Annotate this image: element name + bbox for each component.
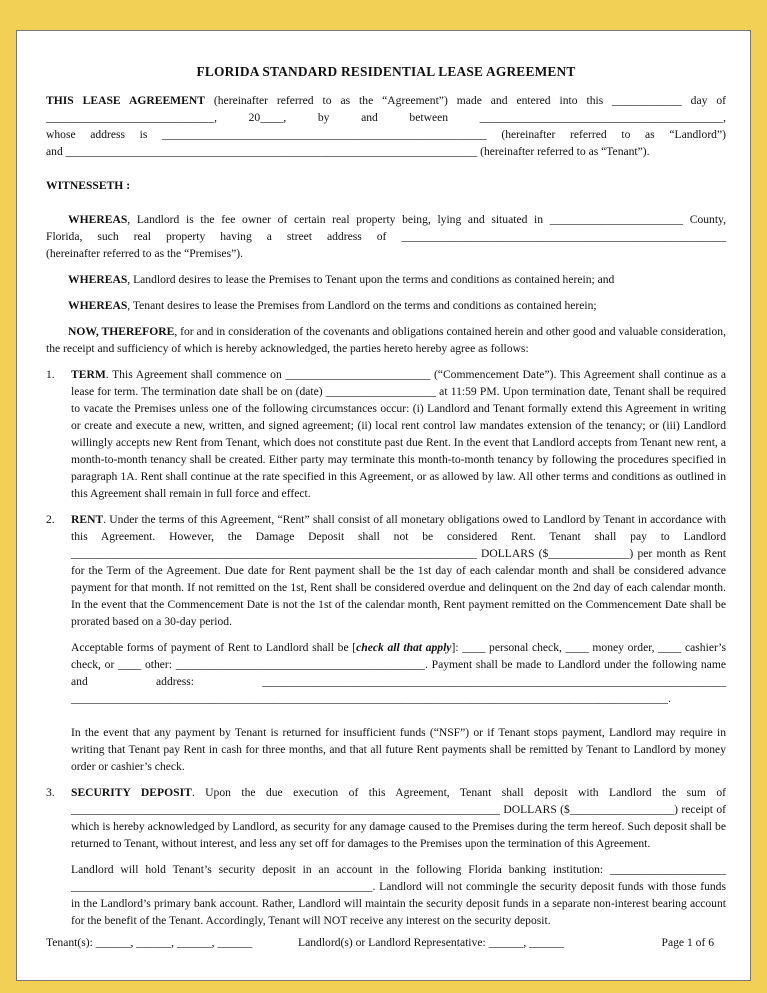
section-text: . Upon the due execution of this Agreement, Tenant shall deposit with Landlord the sum of __________________________________________________________________________ DOLLARS ($__________________) receipt of which is hereby acknowledged by Landlord, as security for any damage caused to the Premises during the term hereof. Such deposit shall be returned to Tenant, without interest, and less any set off for damages to the Premises upon the termination of this Agreement. (71, 786, 726, 850)
section-heading: TERM (71, 368, 106, 381)
whereas2-bold: WHEREAS (68, 273, 128, 286)
whereas1-line-1: , Landlord is the fee owner of certain real property being, lying and situated in _______________________ County, (127, 213, 726, 226)
section-number: 3. (46, 786, 55, 799)
pay-text-c: ]: ____ personal check, ____ money order, ____ cashier’s check, or ____ other: ___________________________________________. Payment shall be made to Landlord under the following name and address: ________________________________________________________________________________ _______________________________________________________________________________________________________. (71, 641, 726, 705)
whereas1-bold: WHEREAS (68, 213, 128, 226)
intro-line-2: _____________________________, 20____, by and between __________________________________________, (46, 111, 726, 124)
intro-line-3: whose address is ________________________________________________________ (hereinafter referred to as “Landlord”) (46, 128, 726, 141)
section-number: 2. (46, 513, 55, 526)
now-bold: NOW, THEREFORE (68, 325, 175, 338)
intro-line-1: (hereinafter referred to as the “Agreement”) made and entered into this ____________ day of (204, 94, 726, 107)
whereas-tenant (46, 297, 726, 314)
section-heading: RENT (71, 513, 104, 526)
intro-bold: THIS LEASE AGREEMENT (46, 94, 205, 107)
section-security-deposit (46, 784, 726, 852)
whereas-landlord (46, 271, 726, 288)
whereas1-line-3: (hereinafter referred to as the “Premises”). (46, 247, 243, 260)
whereas-premises (46, 211, 726, 262)
whereas3-text: , Tenant desires to lease the Premises from Landlord on the terms and conditions as contained herein; (127, 299, 597, 312)
witnesseth-heading: WITNESSETH : (46, 179, 131, 192)
now-therefore-paragraph (46, 323, 726, 357)
whereas1-line-2: Florida, such real property having a street address of ________________________________________________________ (46, 230, 726, 243)
section-number: 1. (46, 368, 55, 381)
whereas3-bold: WHEREAS (68, 299, 128, 312)
whereas2-text: , Landlord desires to lease the Premises to Tenant upon the terms and conditions as contained herein; and (127, 273, 615, 286)
pay-text-a: Acceptable forms of payment of Rent to Landlord shall be [ (71, 641, 357, 654)
document-title: FLORIDA STANDARD RESIDENTIAL LEASE AGREEMENT (196, 64, 576, 79)
security-bank: Landlord will hold Tenant’s security deposit in an account in the following Florida banking institution: ____________________ ____________________________________________________. Landlord will not commingle the security deposit funds with those funds in the Landlord’s primary bank account. Rather, Landlord will maintain the security deposit funds in a separate non-interest bearing account for the benefit of the Tenant. Accordingly, Tenant will NOT receive any interest on the security deposit. (71, 863, 726, 927)
landlord-initials: Landlord(s) or Landlord Representative: ______, ______ (298, 936, 564, 949)
section-rent (46, 511, 726, 630)
section-heading: SECURITY DEPOSIT (71, 786, 192, 799)
intro-line-4: and _______________________________________________________________________ (hereinafter referred to as “Tenant”). (46, 145, 650, 158)
section-text: . This Agreement shall commence on _________________________ (“Commencement Date”). This Agreement shall continue as a lease for term. The termination date shall be on (date) ___________________ at 11:59 PM. Upon termination date, Tenant shall be required to vacate the Premises unless one of the following circumstances occur: (i) Landlord and Tenant formally extend this Agreement in writing or create and execute a new, written, and signed agreement; (ii) local rent control law mandates extension of the tenancy; or (iii) Landlord willingly accepts new Rent from Tenant, which does not constitute past due Rent. In the event that Landlord accepts from Tenant new rent, a month-to-month tenancy shall be created. Either party may terminate this month-to-month tenancy by following the procedures specified in paragraph 1A. Rent shall continue at the rate specified in this Agreement, or as allowed by law. All other terms and conditions as outlined in this Agreement shall remain in full force and effect. (71, 368, 726, 500)
intro-paragraph (46, 92, 726, 160)
rent-payment-forms (46, 639, 726, 707)
section-term (46, 366, 726, 502)
document-body (46, 63, 726, 929)
section-text: . Under the terms of this Agreement, “Rent” shall consist of all monetary obligations owed to Landlord by Tenant in accordance with this Agreement. However, the Damage Deposit shall not be considered Rent. Tenant shall pay to Landlord ______________________________________________________________________ DOLLARS ($______________) per month as Rent for the Term of the Agreement. Due date for Rent payment shall be the 1st day of each calendar month and shall be considered advance payment for that month. If not remitted on the 1st, Rent shall be considered overdue and delinquent on the 2nd day of each calendar month. In the event that the Commencement Date is not the 1st of the calendar month, Rent payment remitted on the Commencement Date shall be prorated based on a 30-day period. (71, 513, 726, 628)
tenant-initials: Tenant(s): ______, ______, ______, ______ (46, 936, 253, 949)
now-text: , for and in consideration of the covenants and obligations contained herein and other good and valuable consideration, the receipt and sufficiency of which is hereby acknowledged, the parties hereto hereby agree as follows: (46, 325, 726, 355)
page-number: Page 1 of 6 (661, 936, 714, 949)
rent-nsf: In the event that any payment by Tenant is returned for insufficient funds (“NSF”) or if Tenant stops payment, Landlord may require in writing that Tenant pay Rent in cash for three months, and that all future Rent payments shall be remitted by Tenant to Landlord by money order or cashier’s check. (71, 726, 726, 773)
pay-check-all: check all that apply (356, 641, 452, 654)
document-page (16, 30, 751, 981)
